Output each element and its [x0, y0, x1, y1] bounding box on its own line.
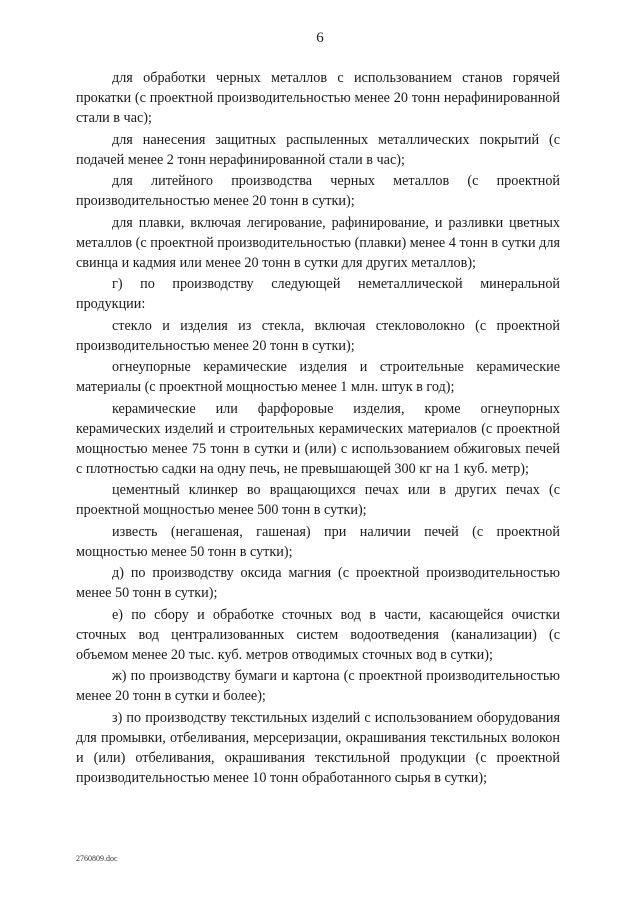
paragraph: цементный клинкер во вращающихся печах или в других печах (с проектной мощностью менее 500 тонн в сутки);	[76, 482, 560, 518]
paragraph: стекло и изделия из стекла, включая стекловолокно (с проектной производительностью менее 20 тонн в сутки);	[76, 317, 560, 354]
paragraph: для литейного производства черных металлов (с проектной производительностью менее 20 тонн в сутки);	[76, 173, 560, 209]
paragraph: для плавки, включая легирование, рафинирование, и разливки цветных металлов (с проектной производительностью (плавки) менее 4 тонн в сутки для свинца и кадмия или менее 20 тонн в сутки для других металлов);	[76, 214, 560, 271]
file-name-footer: 2760809.doc	[76, 854, 118, 863]
paragraph: г) по производству следующей неметаллической минеральной продукции:	[76, 276, 560, 312]
paragraph: для обработки черных металлов с использованием станов горячей прокатки (с проектной производительностью менее 20 тонн нерафинированной стали в час);	[76, 70, 560, 126]
document-body	[76, 68, 560, 789]
paragraph: керамические или фарфоровые изделия, кроме огнеупорных керамических изделий и строительных керамических материалов (с проектной мощностью менее 75 тонн в сутки и (или) с использованием обжиговых печей с плотностью садки на одну печь, не превышающей 300 кг на 1 куб. метр);	[76, 400, 560, 477]
paragraph: для нанесения защитных распыленных металлических покрытий (с подачей менее 2 тонн нерафинированной стали в час);	[76, 131, 560, 168]
paragraph: огнеупорные керамические изделия и строительные керамические материалы (с проектной мощностью менее 1 млн. штук в год);	[76, 359, 560, 395]
paragraph: известь (негашеная, гашеная) при наличии печей (с проектной мощностью менее 50 тонн в сутки);	[76, 523, 560, 560]
paragraph: е) по сбору и обработке сточных вод в части, касающейся очистки сточных вод централизованных систем водоотведения (канализации) (с объемом менее 20 тыс. куб. метров отводимых сточных вод в сутки);	[76, 606, 560, 663]
paragraph: д) по производству оксида магния (с проектной производительностью менее 50 тонн в сутки);	[76, 565, 560, 601]
page-number: 6	[316, 30, 324, 46]
paragraph: ж) по производству бумаги и картона (с проектной производительностью менее 20 тонн в сутки и более);	[76, 668, 560, 704]
paragraph: з) по производству текстильных изделий с использованием оборудования для промывки, отбеливания, мерсеризации, окрашивания текстильных волокон и (или) отбеливания, окрашивания текстильной продукции (с проектной производительностью менее 10 тонн обработанного сырья в сутки);	[76, 709, 560, 786]
